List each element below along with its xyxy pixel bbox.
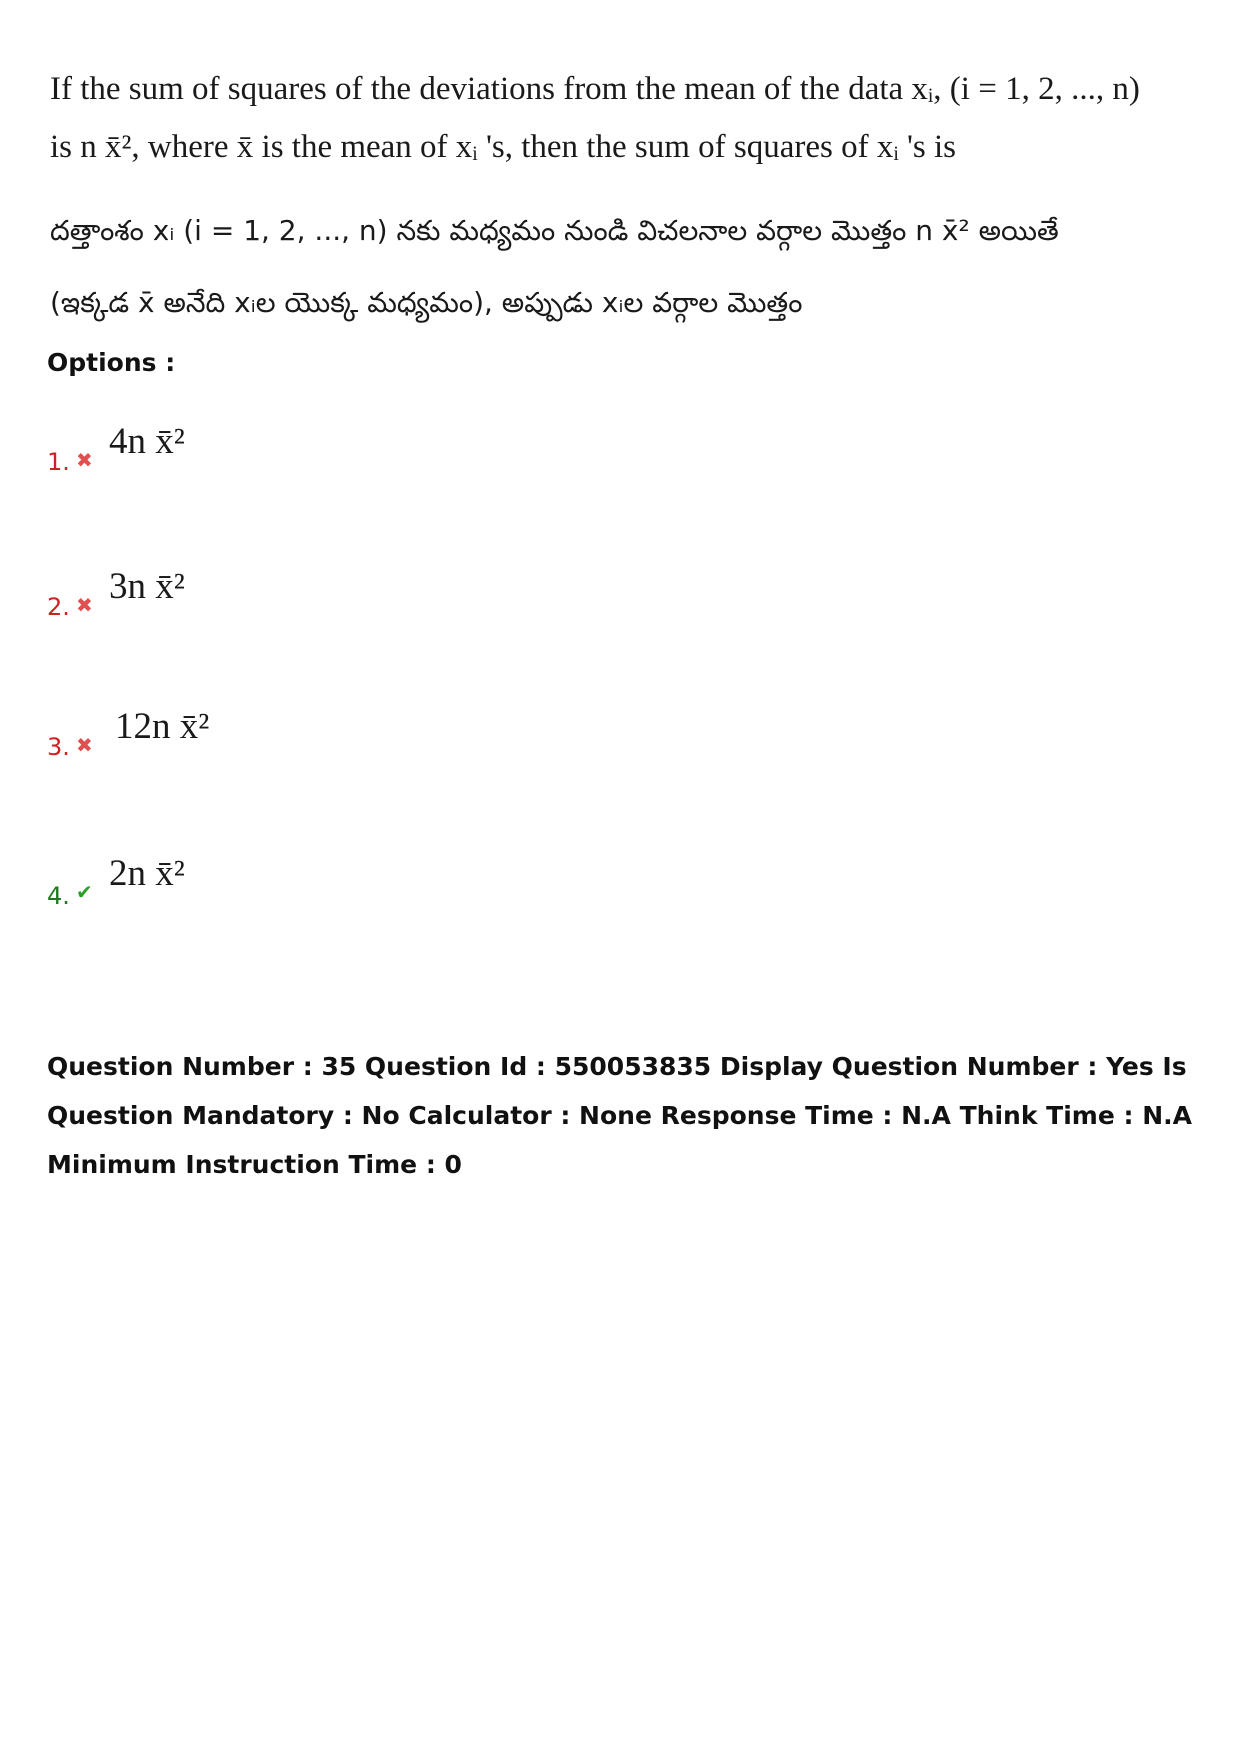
check-icon: ✔ <box>76 882 93 904</box>
question-line-english-1: If the sum of squares of the deviations from the mean of the data xᵢ, (i = 1, 2, ..., n) <box>50 71 1140 107</box>
question-line-telugu-1: దత్తాంశం xᵢ (i = 1, 2, ..., n) నకు మధ్యమం నుండి విచలనాల వర్గాల మొత్తం n x̄² అయితే <box>50 214 1059 247</box>
option-answer: 4n x̄² <box>109 421 185 462</box>
question-text-english <box>50 60 1170 176</box>
question-line-telugu-2: (ఇక్కడ x̄ అనేది xᵢల యొక్క మధ్యమం), అప్పుడు xᵢల వర్గాల మొత్తం <box>50 286 803 319</box>
option-number: 3. <box>47 733 70 761</box>
option-number: 1. <box>47 448 70 476</box>
option-answer: 3n x̄² <box>109 566 185 607</box>
question-line-english-2: is n x̄², where x̄ is the mean of xᵢ 's, then the sum of squares of xᵢ 's is <box>50 129 957 165</box>
question-text-telugu <box>50 195 1170 339</box>
cross-icon: ✖ <box>76 450 93 472</box>
option-answer: 12n x̄² <box>115 706 210 747</box>
options-heading: Options : <box>47 348 176 377</box>
option-number: 2. <box>47 593 70 621</box>
question-metadata: Question Number : 35 Question Id : 550053835 Display Question Number : Yes Is Question Mandatory : No Calculator : None Response Time : N.A Think Time : N.A Minimum Instruction Time : 0 <box>47 1052 1192 1179</box>
option-number: 4. <box>47 882 70 910</box>
cross-icon: ✖ <box>76 595 93 617</box>
cross-icon: ✖ <box>76 735 93 757</box>
option-answer: 2n x̄² <box>109 853 185 894</box>
